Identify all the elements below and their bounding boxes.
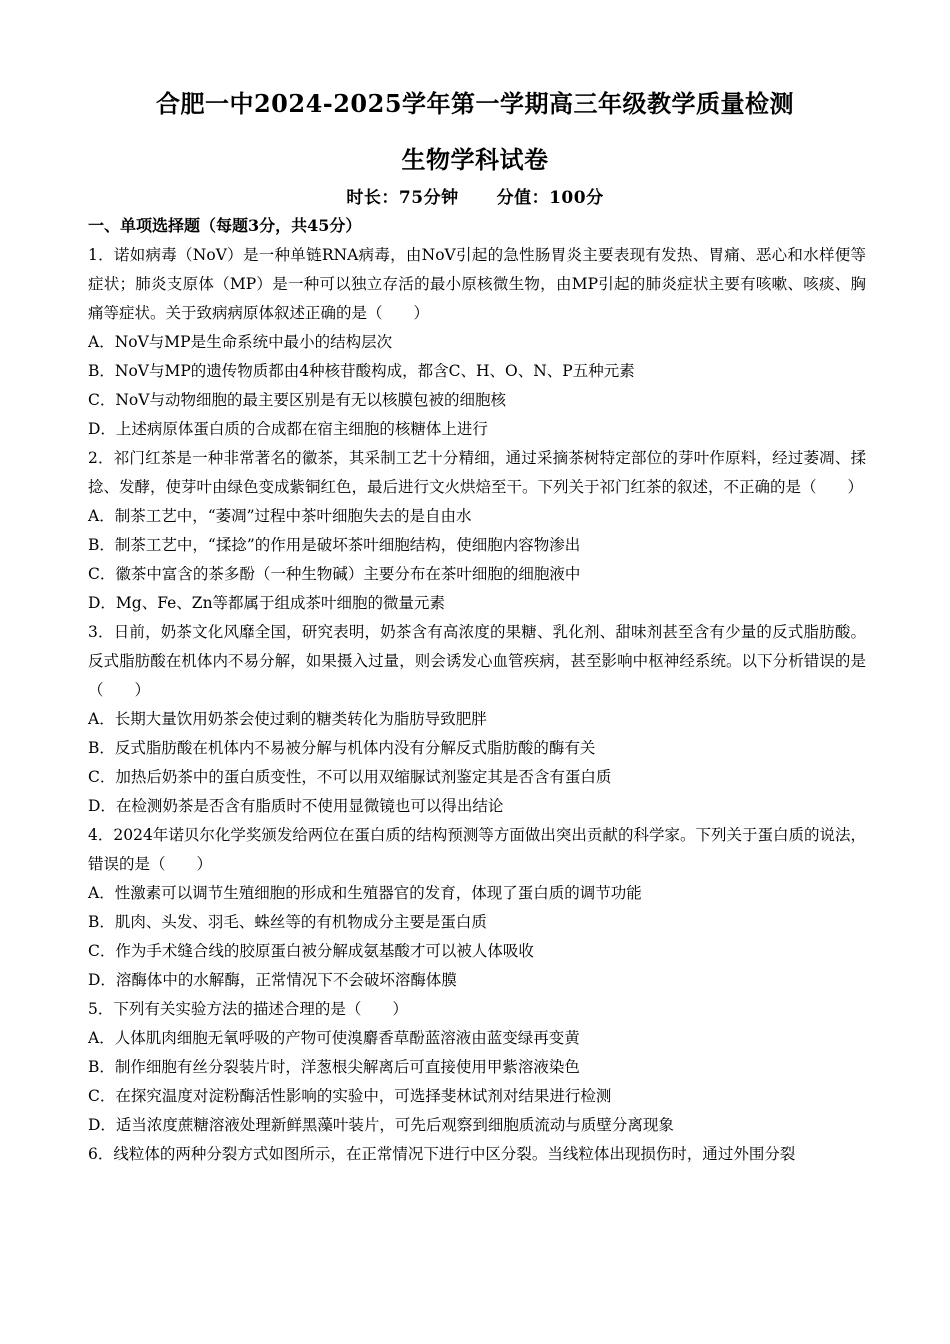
option-d: D．适当浓度蔗糖溶液处理新鲜黑藻叶装片，可先后观察到细胞质流动与质壁分离现象 [88,1116,674,1134]
question-stem: 6．线粒体的两种分裂方式如图所示，在正常情况下进行中区分裂。当线粒体出现损伤时，通过外围分裂 [88,1145,796,1163]
option-c: C．作为手术缝合线的胶原蛋白被分解成氨基酸才可以被人体吸收 [88,942,534,960]
question-stem: 1．诺如病毒（NoV）是一种单链RNA病毒，由NoV引起的急性肠胃炎主要表现有发热、胃痛、恶心和水样便等症状；肺炎支原体（MP）是一种可以独立存活的最小原核微生物，由MP引起的肺炎症状主要有咳嗽、咳痰、胸痛等症状。关于致病病原体叙述正确的是（ ） [88,246,866,322]
question-stem: 3．日前，奶茶文化风靡全国，研究表明，奶茶含有高浓度的果糖、乳化剂、甜味剂甚至含有少量的反式脂肪酸。反式脂肪酸在机体内不易分解，如果摄入过量，则会诱发心血管疾病，甚至影响中枢神经系统。以下分析错误的是（ ） [88,623,866,699]
option-d: D．在检测奶茶是否含有脂质时不使用显微镜也可以得出结论 [88,797,504,815]
option-c: C．加热后奶茶中的蛋白质变性，不可以用双缩脲试剂鉴定其是否含有蛋白质 [88,768,612,786]
option-d: D．Mg、Fe、Zn等都属于组成茶叶细胞的微量元素 [88,594,446,612]
option-a: A．制茶工艺中，“萎凋”过程中茶叶细胞失去的是自由水 [88,507,472,525]
option-d: D．上述病原体蛋白质的合成都在宿主细胞的核糖体上进行 [88,420,488,438]
exam-score: 分值：100分 [496,188,604,208]
option-a: A．NoV与MP是生命系统中最小的结构层次 [88,333,393,351]
option-b: B．制茶工艺中，“揉捻”的作用是破坏茶叶细胞结构，使细胞内容物渗出 [88,536,581,554]
question-6 [88,1140,866,1169]
option-d: D．溶酶体中的水解酶，正常情况下不会破坏溶酶体膜 [88,971,457,989]
question-5 [88,995,866,1140]
question-list [88,241,866,1169]
option-a: A．性激素可以调节生殖细胞的形成和生殖器官的发育，体现了蛋白质的调节功能 [88,884,642,902]
exam-duration: 时长：75分钟 [346,188,459,208]
question-3 [88,618,866,821]
exam-meta [0,183,950,208]
option-b: B．反式脂肪酸在机体内不易被分解与机体内没有分解反式脂肪酸的酶有关 [88,739,596,757]
question-stem: 4．2024年诺贝尔化学奖颁发给两位在蛋白质的结构预测等方面做出突出贡献的科学家。下列关于蛋白质的说法，错误的是（ ） [88,826,866,873]
option-b: B．肌肉、头发、羽毛、蛛丝等的有机物成分主要是蛋白质 [88,913,487,931]
exam-subject: 生物学科试卷 [401,145,549,174]
section-heading: 一、单项选择题（每题3分，共45分） [88,216,362,235]
exam-title: 合肥一中2024-2025学年第一学期高三年级教学质量检测 [155,89,795,118]
option-b: B．制作细胞有丝分裂装片时，洋葱根尖解离后可直接使用甲紫溶液染色 [88,1058,580,1076]
option-c: C．NoV与动物细胞的最主要区别是有无以核膜包被的细胞核 [88,391,506,409]
question-stem: 5．下列有关实验方法的描述合理的是（ ） [88,1000,408,1018]
question-stem: 2．祁门红茶是一种非常著名的徽茶，其采制工艺十分精细，通过采摘茶树特定部位的芽叶作原料，经过萎凋、揉捻、发酵，使芽叶由绿色变成紫铜红色，最后进行文火烘焙至干。下列关于祁门红茶的叙述，不正确的是（ ） [88,449,866,496]
question-4 [88,821,866,995]
option-a: A．长期大量饮用奶茶会使过剩的糖类转化为脂肪导致肥胖 [88,710,487,728]
question-2 [88,444,866,618]
option-c: C．徽茶中富含的茶多酚（一种生物碱）主要分布在茶叶细胞的细胞液中 [88,565,581,583]
option-b: B．NoV与MP的遗传物质都由4种核苷酸构成，都含C、H、O、N、P五种元素 [88,362,635,380]
option-c: C．在探究温度对淀粉酶活性影响的实验中，可选择斐林试剂对结果进行检测 [88,1087,612,1105]
question-1 [88,241,866,444]
option-a: A．人体肌肉细胞无氧呼吸的产物可使溴麝香草酚蓝溶液由蓝变绿再变黄 [88,1029,580,1047]
